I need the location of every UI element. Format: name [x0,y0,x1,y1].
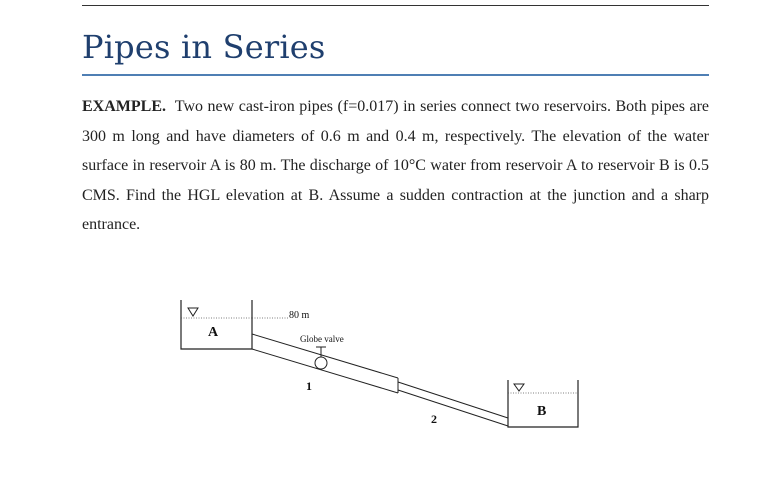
example-label: EXAMPLE. [82,98,166,115]
elevation-label: 80 m [289,310,310,321]
page-title: Pipes in Series [82,28,326,66]
pipe-2-label: 2 [431,412,437,426]
valve-label: Globe valve [300,334,344,344]
example-text: Two new cast-iron pipes (f=0.017) in series connect two reservoirs. Both pipes are 300 m long and have diameters of 0.6 m and 0.4 m, respectively. The elevation of the water surface in reservoir A is 80 m. The discharge of 10°C water from reservoir A to reservoir B is 0.5 CMS. Find the HGL elevation at B. Assume a sudden contraction at the junction and a sharp entrance. [82,98,709,233]
pipe-1-label: 1 [306,379,312,393]
reservoir-b-label: B [537,404,547,419]
reservoir-a-label: A [208,325,219,340]
water-level-icon-a [188,308,198,316]
pipe-2-top [398,382,508,418]
globe-valve-icon [315,357,327,369]
water-level-icon-b [514,384,524,391]
pipe-2-bottom [398,390,508,426]
